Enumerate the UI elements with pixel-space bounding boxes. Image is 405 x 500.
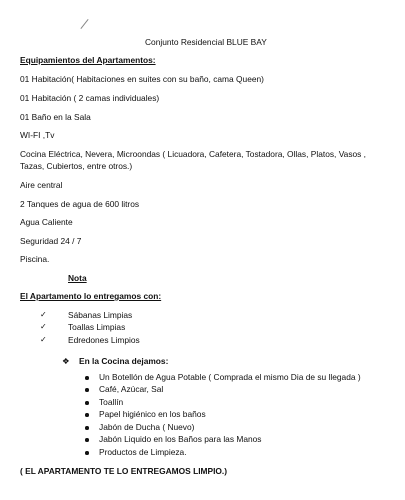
- bullet-dot-icon: [85, 426, 89, 430]
- checklist-item: Sábanas Limpias: [68, 310, 133, 320]
- equipment-item: Agua Caliente: [20, 217, 73, 227]
- bullet-dot-icon: [85, 451, 89, 455]
- kitchen-item: Papel higiénico en los baños: [99, 409, 206, 419]
- kitchen-item: Jabón de Ducha ( Nuevo): [99, 422, 195, 432]
- check-icon: ✓: [40, 335, 47, 344]
- note-heading: Nota: [68, 273, 87, 283]
- check-icon: ✓: [40, 310, 47, 319]
- kitchen-item: Productos de Limpieza.: [99, 447, 187, 457]
- footer-note: ( EL APARTAMENTO TE LO ENTREGAMOS LIMPIO.): [20, 466, 228, 476]
- equipment-item: Seguridad 24 / 7: [20, 236, 82, 246]
- equipment-item: 01 Habitación ( 2 camas individuales): [20, 93, 160, 103]
- bullet-dot-icon: [85, 388, 89, 392]
- equipment-item: Cocina Eléctrica, Nevera, Microondas ( Licuadora, Cafetera, Tostadora, Ollas, Platos, Vasos , Tazas, Cubiertos, entre otros.): [20, 149, 367, 171]
- bullet-dot-icon: [85, 401, 89, 405]
- bullet-dot-icon: [85, 413, 89, 417]
- document-title: Conjunto Residencial BLUE BAY: [145, 37, 267, 47]
- pen-stroke-mark: [80, 19, 88, 29]
- diamond-bullet-icon: ❖: [62, 356, 70, 366]
- equipment-item: WI-FI ,Tv: [20, 130, 55, 140]
- bullet-dot-icon: [85, 438, 89, 442]
- equipment-heading: Equipamientos del Apartamentos:: [20, 55, 156, 65]
- kitchen-item: Un Botellón de Agua Potable ( Comprada el mismo Dia de su llegada ): [99, 372, 361, 382]
- equipment-item: 01 Baño en la Sala: [20, 112, 91, 122]
- checklist-item: Edredones Limpios: [68, 335, 140, 345]
- equipment-item: Aire central: [20, 180, 63, 190]
- kitchen-item: Jabón Liquido en los Baños para las Manos: [99, 434, 262, 444]
- delivered-heading: El Apartamento lo entregamos con:: [20, 291, 162, 301]
- equipment-item: 01 Habitación( Habitaciones en suites con su baño, cama Queen): [20, 74, 264, 84]
- kitchen-item: Toallín: [99, 397, 124, 407]
- equipment-item: 2 Tanques de agua de 600 litros: [20, 199, 140, 209]
- kitchen-item: Café, Azúcar, Sal: [99, 384, 164, 394]
- checklist-item: Toallas Limpias: [68, 322, 126, 332]
- bullet-dot-icon: [85, 376, 89, 380]
- equipment-item: Piscina.: [20, 254, 50, 264]
- kitchen-heading: En la Cocina dejamos:: [79, 356, 169, 366]
- check-icon: ✓: [40, 322, 47, 331]
